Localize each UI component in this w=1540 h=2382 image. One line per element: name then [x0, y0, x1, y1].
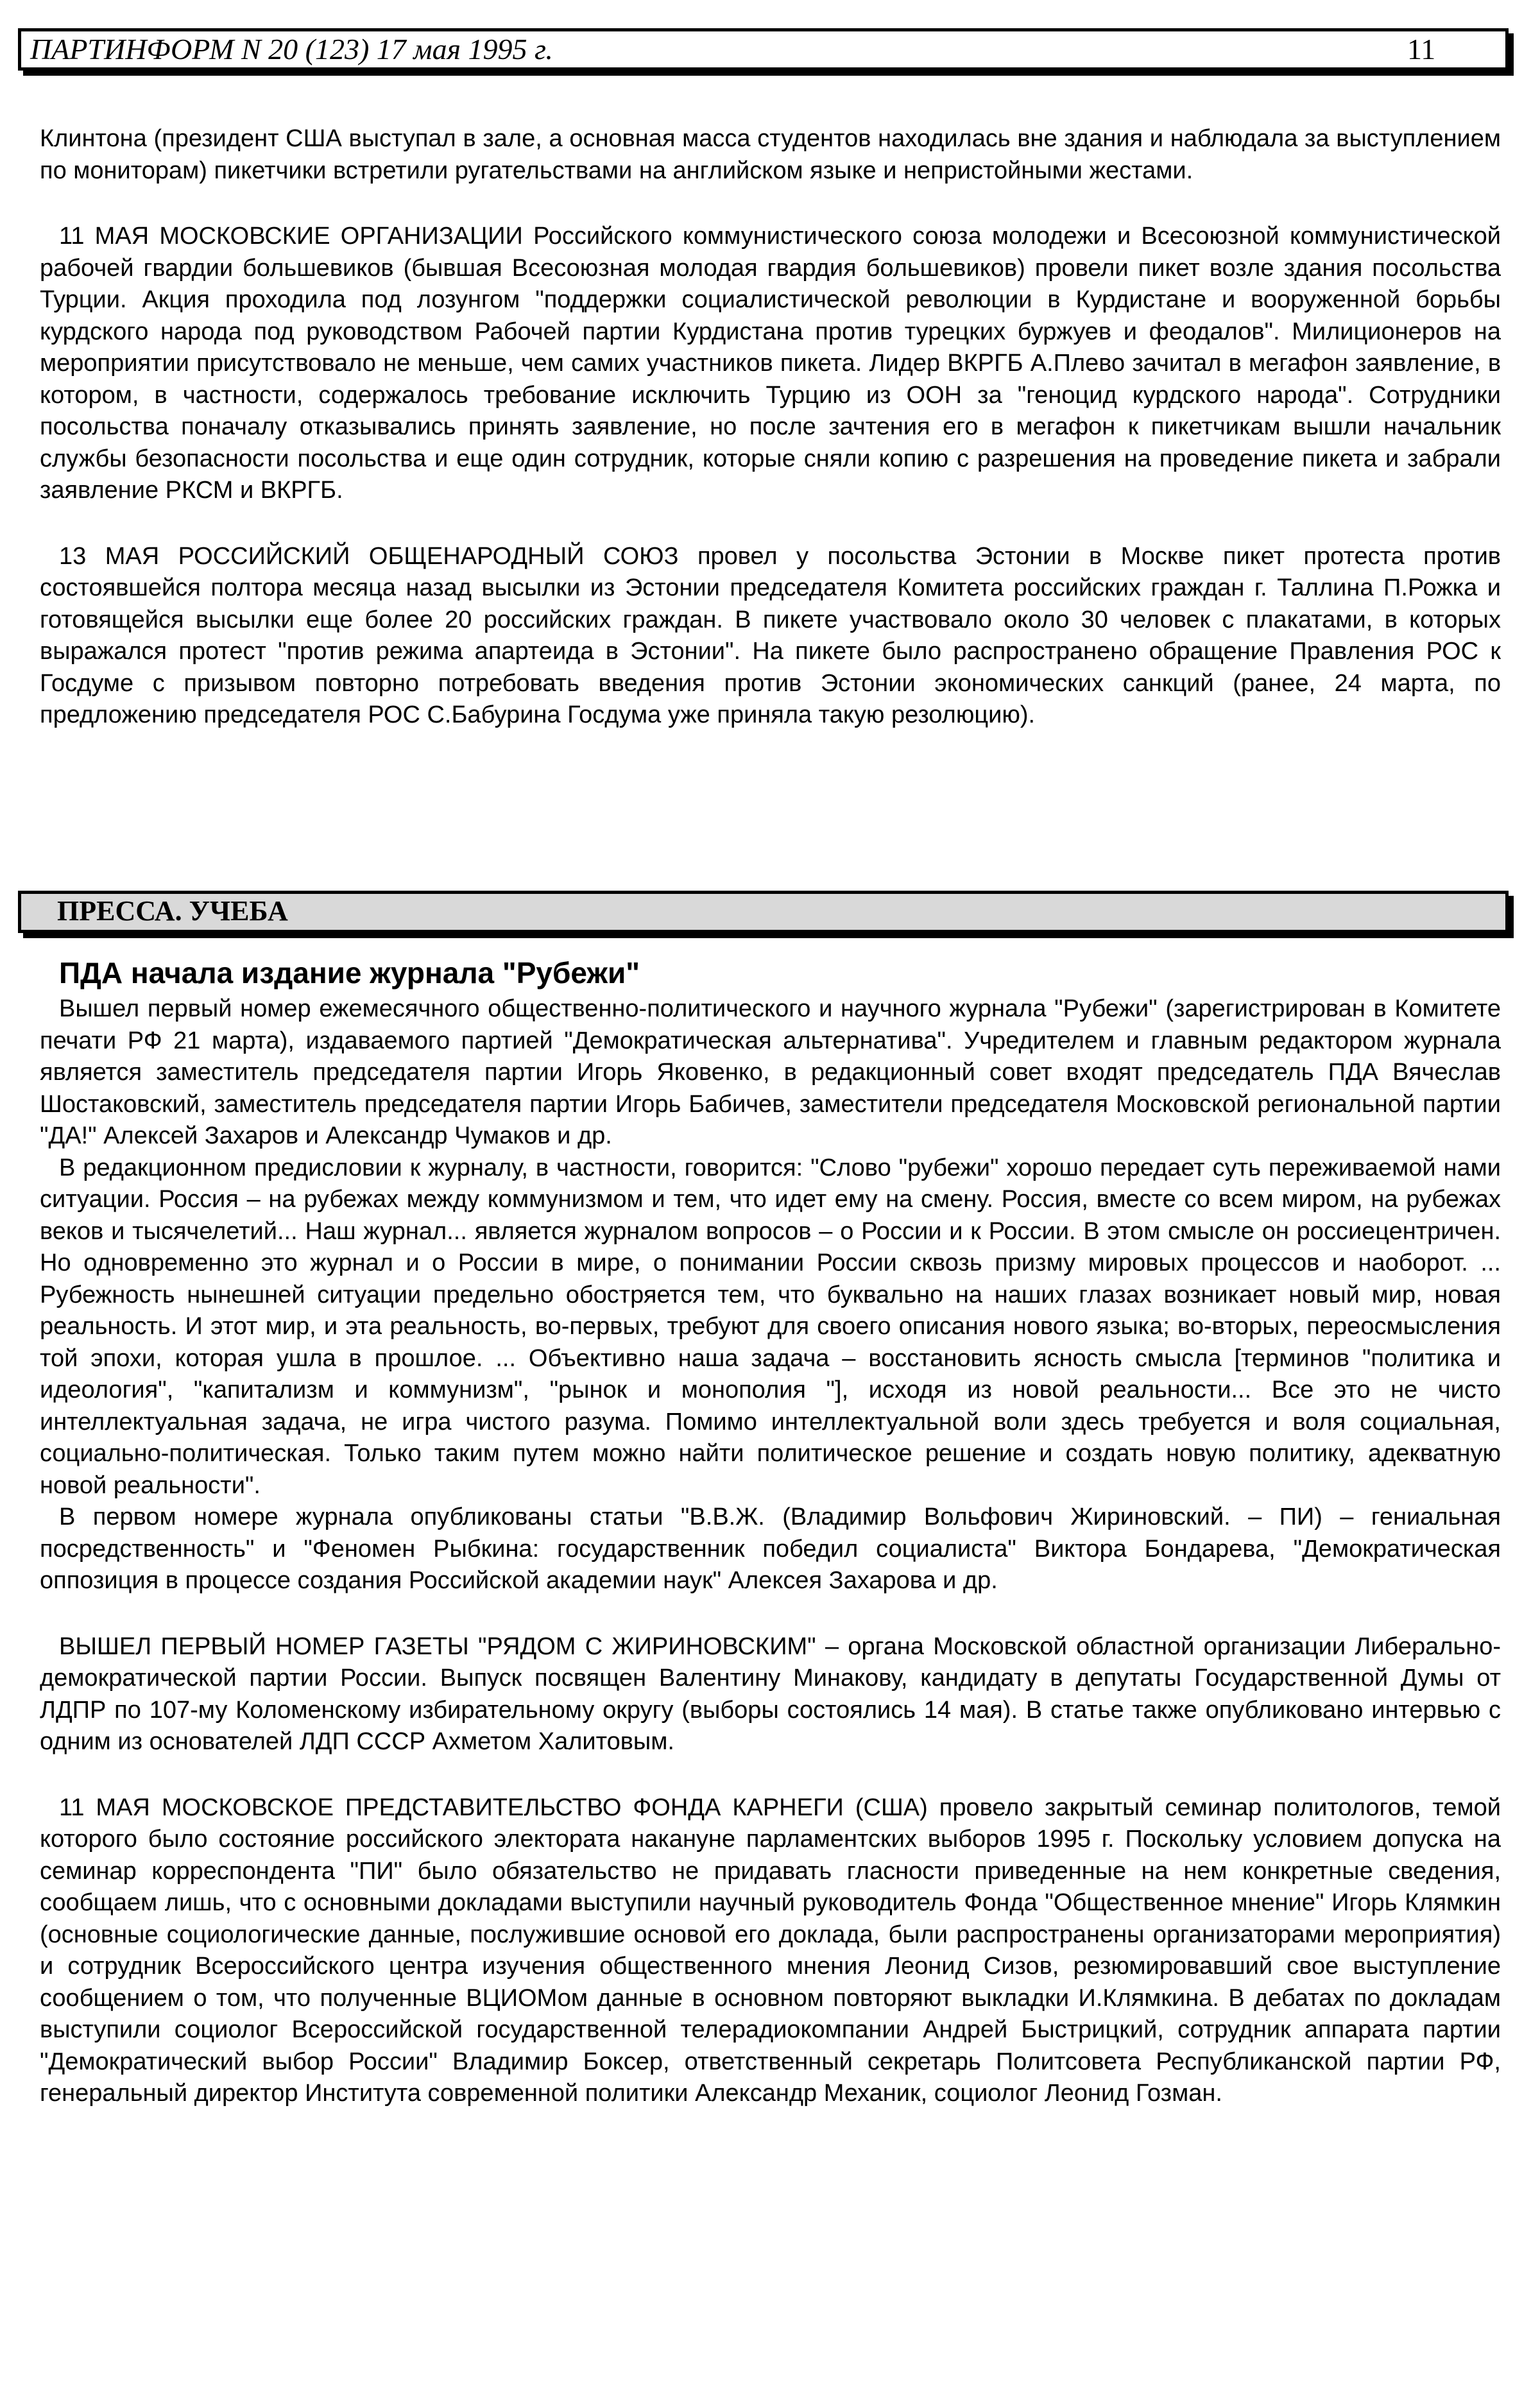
article-paragraph-3: В первом номере журнала опубликованы статьи "В.В.Ж. (Владимир Вольфович Жириновский. – ПИ) – гениальная посредственность" и "Феномен Рыбкина: государственник победил социалиста" Виктора Бондарева, "Демократическая оппозиция в процессе создания Российской академии наук" Алексея Захарова и др. — [40, 1504, 1501, 1594]
paragraph-carnegie-seminar: 11 МАЯ МОСКОВСКОЕ ПРЕДСТАВИТЕЛЬСТВО ФОНДА КАРНЕГИ (США) провело закрытый семинар политологов, темой которого было состояние российского электората накануне парламентских выборов 1995 г. Поскольку условием допуска на семинар корреспондента "ПИ" было обязательство не придавать гласности приведенные на нем конкретные сведения, сообщаем лишь, что с основными докладами выступили научный руководитель Фонда "Общественное мнение" Игорь Клямкин (основные социологические данные, послужившие основой его доклада, были распространены организаторами мероприятия) и сотрудник Всероссийского центра изучения общественного мнения Леонид Сизов, резюмировавший свое выступление сообщением о том, что полученные ВЦИОМом данные в основном повторяют выкладки И.Клямкина. В дебатах по докладам выступили социолог Всероссийской государственной телерадиокомпании Андрей Быстрицкий, сотрудник аппарата партии "Демократический выбор России" Владимир Боксер, ответственный секретарь Политсовета Республиканской партии РФ, генеральный директор Института современной политики Александр Механик, социолог Леонид Гозман. — [40, 1794, 1501, 2107]
paragraph-estonia-picket: 13 МАЯ РОССИЙСКИЙ ОБЩЕНАРОДНЫЙ СОЮЗ провел у посольства Эстонии в Москве пикет протеста против состоявшейся полтора месяца назад высылки из Эстонии председателя Комитета российских граждан г. Таллина П.Рожка и готовящейся высылки еще более 20 российских граждан. В пикете участвовало около 30 человек с плакатами, в которых выражался протест "против режима апартеида в Эстонии". На пикете было распространено обращение Правления РОС к Госдуме с призывом повторно потребовать введения против Эстонии экономических санкций (ранее, 24 марта, по предложению председателя РОС С.Бабурина Госдума уже приняла такую резолюцию). — [40, 542, 1501, 728]
article-paragraph-2: В редакционном предисловии к журналу, в частности, говорится: "Слово "рубежи" хорошо передает суть переживаемой нами ситуации. Россия – на рубежах между коммунизмом и тем, что идет ему на смену. Россия, вместе со всем миром, на рубежах веков и тысячелетий... Наш журнал... является журналом вопросов – о России и к России. В этом смысле он россиецентричен. Но одновременно это журнал и о России в мире, о понимании России сквозь призму мировых процессов и наоборот. ... Рубежность нынешней ситуации предельно обостряется тем, что буквально на наших глазах возникает новый мир, новая реальность. И этот мир, и эта реальность, во-первых, требуют для своего описания нового языка; во-вторых, переосмысления той эпохи, которая ушла в прошлое. ... Объективно наша задача – восстановить ясность смысла [терминов "политика и идеология", "капитализм и коммунизм", "рынок и монополия "], исходя из новой реальности... Все это не чисто интеллектуальная задача, не игра чистого разума. Помимо интеллектуальной воли здесь требуется и воля социальная, социально-политическая. Только таким путем можно найти политическое решение и создать новую политику, адекватную новой реальности". — [40, 1154, 1501, 1499]
article-headline: ПДА начала издание журнала "Рубежи" — [59, 956, 640, 990]
paragraph-turkey-picket: 11 МАЯ МОСКОВСКИЕ ОРГАНИЗАЦИИ Российского коммунистического союза молодежи и Всесоюзной коммунистической рабочей гвардии большевиков (бывшая Всесоюзная молодая гвардия большевиков) провели пикет возле здания посольства Турции. Акция проходила под лозунгом "поддержки социалистической революции в Курдистане и вооруженной борьбы курдского народа под руководством Рабочей партии Курдистана против турецких буржуев и феодалов". Милиционеров на мероприятии присутствовало не меньше, чем самих участников пикета. Лидер ВКРГБ А.Плево зачитал в мегафон заявление, в котором, в частности, содержалось требование исключить Турцию из ООН за "геноцид курдского народа". Сотрудники посольства поначалу отказывались принять заявление, но после зачтения его в мегафон к пикетчикам вышли начальник службы безопасности посольства и еще один сотрудник, которые сняли копию с разрешения на проведение пикета и забрали заявление РКСМ и ВКРГБ. — [40, 223, 1501, 504]
article-body — [40, 993, 1501, 2110]
section-header — [18, 891, 1509, 933]
publication-title: ПАРТИНФОРМ N 20 (123) 17 мая 1995 г. — [30, 33, 553, 65]
article-paragraph-1: Вышел первый номер ежемесячного общественно-политического и научного журнала "Рубежи" (зарегистрирован в Комитете печати РФ 21 марта), издаваемого партией "Демократическая альтернатива". Учредителем и главным редактором журнала является заместитель председателя партии Игорь Яковенко, в редакционный совет входят председатель ПДА Вячеслав Шостаковский, заместитель председателя партии Игорь Бабичев, заместители председателя Московской региональной партии "ДА!" Алексей Захаров и Александр Чумаков и др. — [40, 995, 1501, 1149]
page-header — [18, 28, 1509, 71]
section-title: ПРЕССА. УЧЕБА — [57, 895, 288, 927]
page-number: 11 — [1407, 33, 1436, 65]
paragraph-ldpr-newspaper: ВЫШЕЛ ПЕРВЫЙ НОМЕР ГАЗЕТЫ "РЯДОМ С ЖИРИНОВСКИМ" – органа Московской областной организации Либерально-демократической партии России. Выпуск посвящен Валентину Минакову, кандидату в депутаты Государственной Думы от ЛДПР по 107-му Коломенскому избирательному округу (выборы состоялись 14 мая). В статье также опубликовано интервью с одним из основателей ЛДП СССР Ахметом Халитовым. — [40, 1632, 1501, 1755]
top-text-block — [40, 123, 1501, 732]
paragraph-clinton: Клинтона (президент США выступал в зале, а основная масса студентов находилась вне здания и наблюдала за выступлением по мониторам) пикетчики встретили ругательствами на английском языке и непристойными жестами. — [40, 125, 1501, 184]
